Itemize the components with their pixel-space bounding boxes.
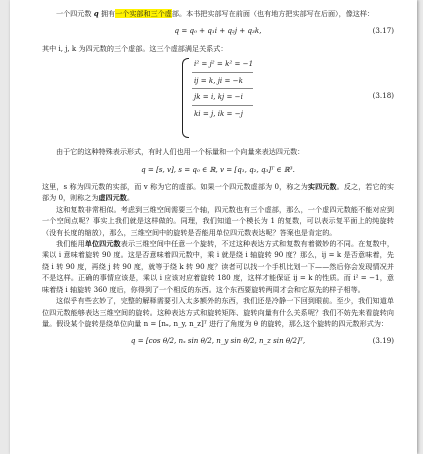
- paragraph-real-imag-quaternion: [42, 181, 394, 204]
- equation-line: ki = j, ik = −j: [192, 105, 253, 122]
- bold-term: 实四元数: [307, 182, 337, 192]
- equation-line: i² = j² = k² = −1: [194, 59, 254, 69]
- document-page: [10, 0, 417, 454]
- symbol-q: q: [93, 9, 99, 18]
- equation-3-18: [42, 56, 394, 140]
- paragraph-rotation-vector: 这似乎有些玄妙了，完整的解释需要引入太多额外的东西，我们还是冷静一下回到眼前。至少，我们知道单位四元数能够表达三维空间的旋转。这种表达方式和旋转矩阵、旋转向量有什么关系呢？我们不妨先来看旋转向量。假设某个旋转是绕单位向量 n = [nₓ, n_y, n_z]ᵀ 进行了角度为 θ 的旋转，那么这个旋转的四元数形式为：: [42, 296, 394, 328]
- text-run: 。: [126, 193, 134, 203]
- text-run: 部。本书把实部写在前面（也有地方把实部写在后面），像这样：: [171, 9, 375, 18]
- text-run: 。反之，若它的实部为 0，则称之为: [42, 182, 395, 203]
- bold-term: 单位四元数: [84, 239, 121, 249]
- equation-text: q = q₀ + q₁i + q₂j + q₃k,: [174, 26, 262, 36]
- equation-scalar-vector: [42, 164, 394, 175]
- highlighted-text: 一个实部和三个虚: [115, 9, 172, 18]
- equation-system: [192, 56, 253, 121]
- equation-number: (3.19): [372, 336, 394, 346]
- left-brace: [182, 58, 189, 138]
- text-run: 拥有: [98, 9, 116, 18]
- text-run: 这里，s 称为四元数的实部，而 v 称为它的虚部。如果一个四元数虚部为 0，称之为: [42, 182, 308, 192]
- equation-number: (3.17): [372, 26, 394, 36]
- equation-3-17: [42, 25, 394, 36]
- text-run: 我们能用: [56, 239, 85, 249]
- paragraph-quaternion-intro: [42, 8, 394, 19]
- text-run: 表示三维空间中任意一个旋转，不过这种表达方式和复数有着微妙的不同。在复数中，乘以 i 意味着旋转 90 度。这是否意味着四元数中，乘 i 就是绕 i 轴旋转 90 度？那么，ij = k 是否意味着，先绕 i 转 90 度，再绕 j 转 90 度，就等于绕 k 转 90 度？读者可以找一个手机比划一下——然后你会发现情况并不是这样。正确的事情应该是，乘以 i 应该对应着旋转 180 度，这样才能保证 ij = k 的性质。而 i² = −1，意味着绕 i 轴旋转 360 度后，你得到了一个相反的东西。这个东西要旋转两周才会和它原先的样子相等。: [42, 239, 395, 294]
- equation-3-19: [42, 329, 394, 353]
- paragraph-complex-analogy: 这和复数非常相似。考虑到三维空间需要三个轴，四元数也有三个虚部，那么，一个虚四元数能不能对应到一个空间点呢？事实上我们就是这样做的。同理，我们知道一个模长为 1 的复数，可以表示复平面上的纯旋转（没有长度的缩放），那么，三维空间中的旋转是否能用单位四元数表达呢？答案也是肯定的。: [42, 204, 394, 237]
- paragraph-scalar-vector: 由于它的这种特殊表示形式，有时人们也用一个标量和一个向量来表达四元数：: [56, 147, 305, 157]
- equation-line: jk = i, kj = −i: [192, 88, 253, 105]
- equation-text: q = [cos θ/2, nₓ sin θ/2, n_y sin θ/2, n_z sin θ/2]ᵀ,: [130, 336, 306, 346]
- paragraph-imaginary-parts: 其中 i, j, k 为四元数的三个虚部。这三个虚部满足关系式：: [42, 43, 228, 53]
- equation-text: q = [s, v], s = q₀ ∈ ℝ, v = [q₁, q₂, q₃]ᵀ ∈ ℝ³.: [141, 164, 295, 174]
- paragraph-unit-quaternion: [42, 238, 394, 295]
- bold-term: 虚四元数: [98, 193, 127, 203]
- equation-line: ij = k, ji = −k: [192, 72, 253, 89]
- equation-number: (3.18): [372, 91, 394, 101]
- page-content: [42, 8, 394, 353]
- text-run: 一个四元数: [56, 9, 94, 18]
